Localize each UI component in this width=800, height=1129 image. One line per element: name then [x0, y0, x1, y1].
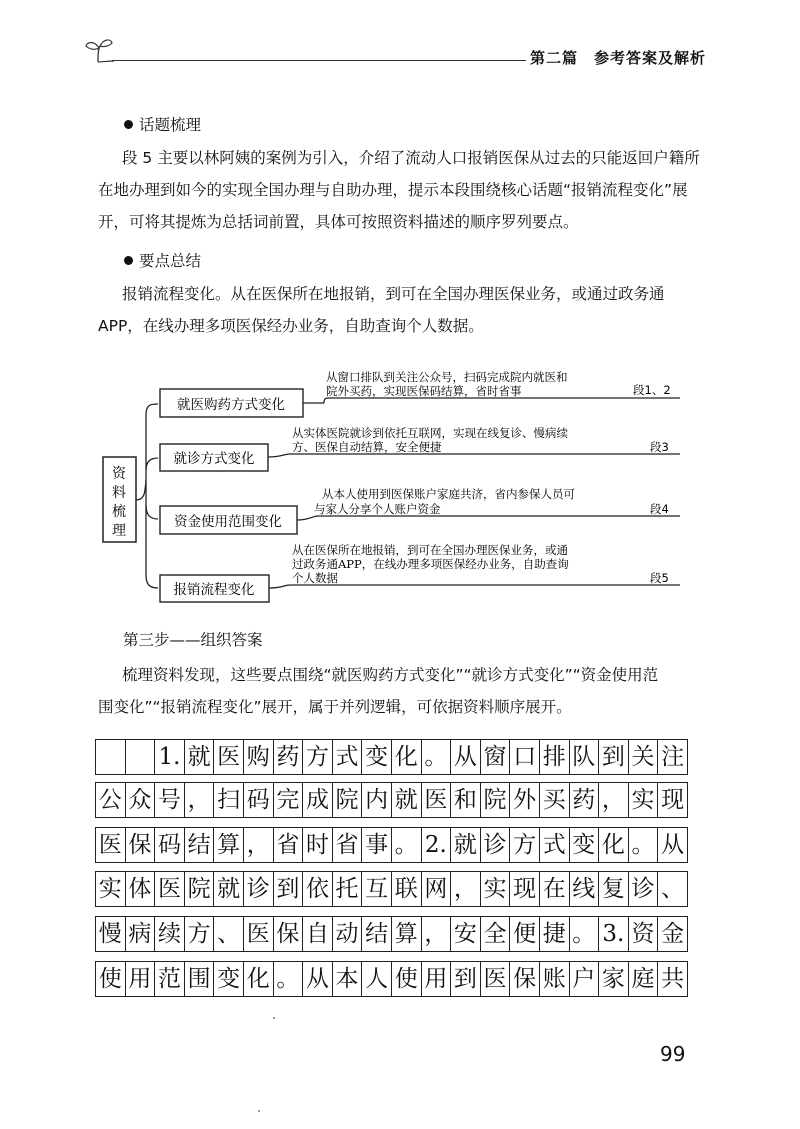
- diagram-connector: [146, 505, 158, 588]
- diagram-branch: [160, 487, 680, 534]
- grid-cell: 省: [274, 828, 304, 862]
- grid-cell: 医: [96, 828, 126, 862]
- branch-desc: 从在医保所在地报销，到可在全国办理医保业务，或通: [292, 543, 568, 557]
- page-number: 99: [660, 1042, 686, 1066]
- grid-cell: 方: [510, 828, 540, 862]
- grid-cell: 到: [274, 872, 304, 906]
- grid-cell: ，: [599, 783, 629, 817]
- grid-cell: ，: [451, 872, 481, 906]
- grid-cell: [96, 740, 126, 774]
- grid-cell: 线: [570, 872, 600, 906]
- grid-cell: 2.: [422, 828, 452, 862]
- root-char: 资: [112, 466, 126, 482]
- grid-cell: 实: [481, 872, 511, 906]
- grid-cell: 方: [185, 917, 215, 951]
- step-heading: 第三步——组织答案: [123, 631, 263, 649]
- grid-row: [95, 782, 688, 818]
- grid-cell: 到: [451, 962, 481, 996]
- grid-cell: 注: [658, 740, 688, 774]
- grid-row: [95, 961, 688, 997]
- root-char: 梳: [112, 504, 126, 520]
- grid-cell: 实: [96, 872, 126, 906]
- grid-cell: 复: [599, 872, 629, 906]
- grid-cell: 变: [214, 962, 244, 996]
- grid-cell: 结: [185, 828, 215, 862]
- grid-cell: 院: [185, 872, 215, 906]
- header-title: 第二篇 参考答案及解析: [530, 49, 707, 67]
- scan-speck: [258, 1110, 260, 1112]
- grid-cell: 用: [422, 962, 452, 996]
- grid-cell: 。: [274, 962, 304, 996]
- grid-cell: 现: [658, 783, 688, 817]
- branch-label: 就诊方式变化: [173, 451, 255, 467]
- grid-cell: 在: [540, 872, 570, 906]
- grid-cell: ，: [244, 828, 274, 862]
- grid-cell: 保: [126, 828, 156, 862]
- diagram-connector: [146, 480, 158, 519]
- grid-cell: 保: [510, 962, 540, 996]
- grid-cell: 到: [599, 740, 629, 774]
- grid-cell: 公: [96, 783, 126, 817]
- grid-cell: 慢: [96, 917, 126, 951]
- grid-row: [95, 739, 688, 775]
- grid-cell: 保: [274, 917, 304, 951]
- grid-cell: 就: [451, 828, 481, 862]
- grid-cell: 实: [629, 783, 659, 817]
- diagram-connector: [136, 404, 158, 500]
- branch-desc: 与家人分享个人账户资金: [314, 502, 441, 516]
- grid-row: [95, 871, 688, 907]
- grid-cell: 众: [126, 783, 156, 817]
- branch-para: 段4: [650, 502, 669, 516]
- grid-cell: 排: [540, 740, 570, 774]
- branch-para: 段5: [650, 571, 669, 585]
- grid-cell: 变: [362, 740, 392, 774]
- grid-cell: 围: [185, 962, 215, 996]
- grid-cell: 使: [96, 962, 126, 996]
- grid-cell: 窗: [481, 740, 511, 774]
- branch-label: 就医购药方式变化: [177, 397, 285, 413]
- branch-desc: 从窗口排队到关注公众号，扫码完成院内就医和: [326, 370, 568, 384]
- root-char: 料: [112, 485, 126, 501]
- grid-cell: 化: [244, 962, 274, 996]
- grid-cell: 结: [362, 917, 392, 951]
- grid-cell: 人: [362, 962, 392, 996]
- branch-desc: 个人数据: [292, 571, 338, 585]
- diagram-branch: [160, 543, 680, 602]
- grid-cell: 关: [629, 740, 659, 774]
- grid-cell: 用: [126, 962, 156, 996]
- grid-cell: 口: [510, 740, 540, 774]
- diagram-root-label: [112, 466, 127, 539]
- grid-cell: 外: [510, 783, 540, 817]
- branch-desc: 过政务通APP，在线办理多项医保经办业务，自助查询: [292, 557, 569, 571]
- grid-cell: 诊: [244, 872, 274, 906]
- grid-cell: 范: [155, 962, 185, 996]
- branch-label: 报销流程变化: [173, 582, 255, 598]
- root-char: 理: [112, 523, 126, 539]
- grid-cell: 续: [155, 917, 185, 951]
- grid-cell: 买: [540, 783, 570, 817]
- grid-cell: 户: [570, 962, 600, 996]
- grid-cell: 联: [392, 872, 422, 906]
- grid-cell: 医: [422, 783, 452, 817]
- branch-para: 段3: [650, 440, 669, 454]
- grid-cell: 医: [155, 872, 185, 906]
- grid-cell: 全: [481, 917, 511, 951]
- bullet-dot: [124, 120, 133, 129]
- scan-speck: [273, 1017, 275, 1019]
- summary-heading: 要点总结: [124, 249, 201, 271]
- grid-cell: 和: [451, 783, 481, 817]
- grid-cell: 购: [244, 740, 274, 774]
- grid-cell: 庭: [629, 962, 659, 996]
- branch-desc: 方、医保自动结算，安全便捷: [292, 440, 442, 454]
- grid-cell: 使: [392, 962, 422, 996]
- grid-cell: 算: [214, 828, 244, 862]
- diagram-root-box: [103, 457, 136, 542]
- grid-cell: 。: [392, 828, 422, 862]
- grid-cell: 医: [214, 740, 244, 774]
- grid-cell: 、: [658, 872, 688, 906]
- grid-cell: 依: [303, 872, 333, 906]
- grid-cell: 院: [481, 783, 511, 817]
- grid-cell: 方: [303, 740, 333, 774]
- grid-cell: 捷: [540, 917, 570, 951]
- grid-cell: 动: [333, 917, 363, 951]
- grid-cell: 式: [540, 828, 570, 862]
- grid-cell: 完: [274, 783, 304, 817]
- grid-cell: 互: [362, 872, 392, 906]
- grid-row: [95, 916, 688, 952]
- grid-cell: 算: [392, 917, 422, 951]
- grid-cell: 安: [451, 917, 481, 951]
- bullet-dot: [124, 256, 133, 265]
- topic-heading: 话题梳理: [124, 113, 201, 135]
- branch-para: 段1、2: [633, 383, 671, 397]
- grid-cell: 就: [185, 740, 215, 774]
- grid-row: [95, 827, 688, 863]
- grid-cell: 病: [126, 917, 156, 951]
- grid-cell: ，: [185, 783, 215, 817]
- grid-cell: 金: [658, 917, 688, 951]
- grid-cell: 药: [570, 783, 600, 817]
- grid-cell: 化: [599, 828, 629, 862]
- grid-cell: 医: [244, 917, 274, 951]
- grid-cell: 现: [510, 872, 540, 906]
- grid-cell: 自: [303, 917, 333, 951]
- grid-cell: 医: [481, 962, 511, 996]
- grid-cell: 码: [155, 828, 185, 862]
- grid-cell: 体: [126, 872, 156, 906]
- grid-cell: 本: [333, 962, 363, 996]
- grid-cell: 3.: [599, 917, 629, 951]
- grid-cell: 资: [629, 917, 659, 951]
- topic-paragraph: 段 5 主要以林阿姨的案例为引入，介绍了流动人口报销医保从过去的只能返回户籍所 在地办理到如今的实现全国办理与自助办理，提示本段围绕核心话题“报销流程变化”展 开，可将其提炼为总括词前置，具体可按照资料描述的顺序罗列要点。: [98, 149, 700, 231]
- grid-cell: 从: [303, 962, 333, 996]
- grid-cell: [126, 740, 156, 774]
- diagram-branch: [160, 426, 680, 471]
- grid-cell: 内: [362, 783, 392, 817]
- grid-cell: 事: [362, 828, 392, 862]
- diagram-branch: [160, 370, 680, 417]
- step-paragraph: 梳理资料发现，这些要点围绕“就医购药方式变化”“就诊方式变化”“资金使用范 围变化”“报销流程变化”展开，属于并列逻辑，可依据资料顺序展开。: [98, 666, 659, 716]
- diagram-connector: [146, 458, 158, 470]
- grid-cell: 药: [274, 740, 304, 774]
- grid-cell: 从: [658, 828, 688, 862]
- grid-cell: 扫: [214, 783, 244, 817]
- grid-cell: 托: [333, 872, 363, 906]
- summary-paragraph: 报销流程变化。从在医保所在地报销，到可在全国办理医保业务，或通过政务通 APP，在线办理多项医保经办业务，自助查询个人数据。: [98, 285, 665, 335]
- grid-cell: 队: [570, 740, 600, 774]
- grid-cell: 成: [303, 783, 333, 817]
- header-rule: [112, 60, 526, 61]
- grid-cell: 诊: [481, 828, 511, 862]
- branch-desc: 从实体医院就诊到依托互联网，实现在线复诊、慢病续: [292, 426, 568, 440]
- grid-cell: 式: [333, 740, 363, 774]
- grid-cell: 家: [599, 962, 629, 996]
- grid-cell: 。: [570, 917, 600, 951]
- grid-cell: 就: [214, 872, 244, 906]
- branch-label: 资金使用范围变化: [174, 514, 282, 530]
- grid-cell: 。: [629, 828, 659, 862]
- grid-cell: 。: [422, 740, 452, 774]
- grid-cell: 诊: [629, 872, 659, 906]
- grid-cell: 号: [155, 783, 185, 817]
- grid-cell: 账: [540, 962, 570, 996]
- grid-cell: ，: [422, 917, 452, 951]
- grid-cell: 网: [422, 872, 452, 906]
- branch-desc: 从本人使用到医保账户家庭共济，省内参保人员可: [322, 487, 575, 501]
- grid-cell: 院: [333, 783, 363, 817]
- grid-cell: 便: [510, 917, 540, 951]
- branch-desc: 院外买药，实现医保码结算，省时省事: [326, 384, 522, 398]
- grid-cell: 、: [214, 917, 244, 951]
- grid-cell: 就: [392, 783, 422, 817]
- grid-cell: 变: [570, 828, 600, 862]
- grid-cell: 从: [451, 740, 481, 774]
- grid-cell: 省: [333, 828, 363, 862]
- grid-cell: 码: [244, 783, 274, 817]
- grid-cell: 时: [303, 828, 333, 862]
- sprout-icon: [84, 36, 114, 64]
- grid-cell: 1.: [155, 740, 185, 774]
- grid-cell: 共: [658, 962, 688, 996]
- grid-cell: 化: [392, 740, 422, 774]
